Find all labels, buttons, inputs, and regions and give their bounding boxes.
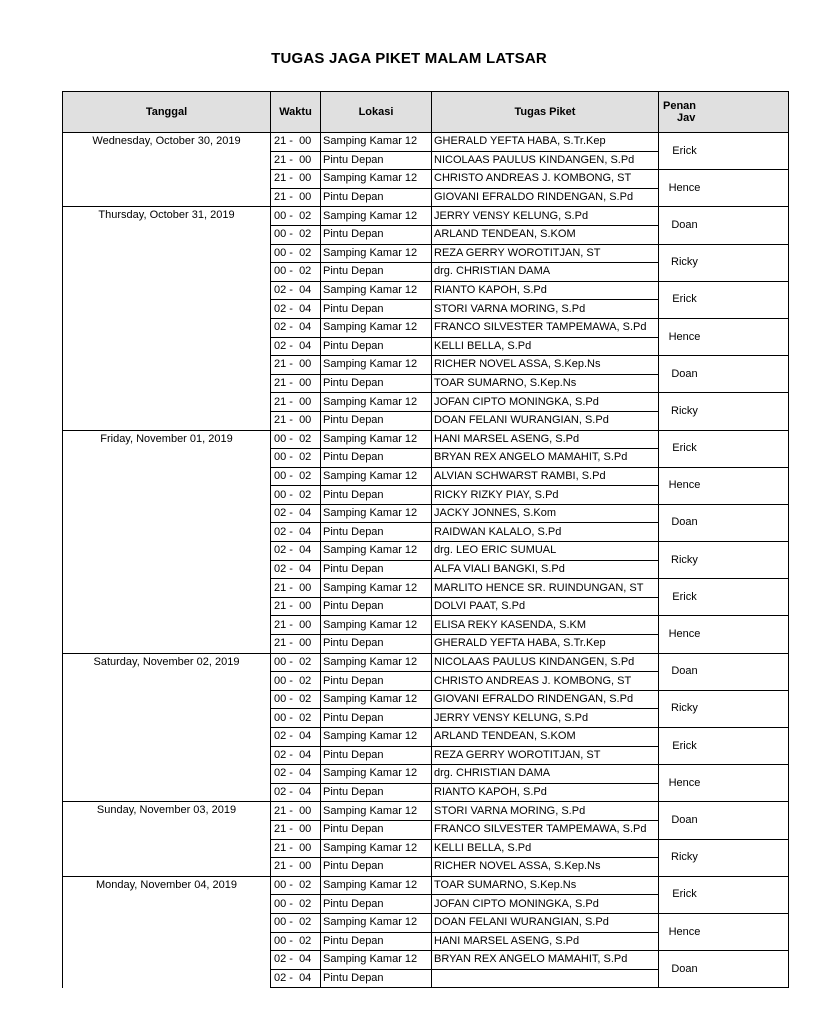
cell-tanggal bbox=[63, 523, 271, 542]
cell-waktu: 00 - 02 bbox=[271, 672, 321, 691]
pj-name: Erick bbox=[672, 590, 697, 603]
cell-tugas-piket: ELISA REKY KASENDA, S.KM bbox=[432, 616, 659, 635]
cell-penanggung-jawab bbox=[659, 765, 789, 802]
table-row bbox=[63, 318, 789, 337]
cell-tanggal bbox=[63, 820, 271, 839]
cell-lokasi: Pintu Depan bbox=[321, 858, 432, 877]
pj-name: Doan bbox=[671, 218, 698, 231]
cell-waktu: 02 - 04 bbox=[271, 746, 321, 765]
cell-tanggal bbox=[63, 170, 271, 189]
cell-tugas-piket: RICKY RIZKY PIAY, S.Pd bbox=[432, 486, 659, 505]
cell-tugas-piket: drg. CHRISTIAN DAMA bbox=[432, 765, 659, 784]
cell-tanggal bbox=[63, 783, 271, 802]
cell-waktu: 21 - 00 bbox=[271, 839, 321, 858]
cell-lokasi: Samping Kamar 12 bbox=[321, 913, 432, 932]
cell-waktu: 00 - 02 bbox=[271, 244, 321, 263]
cell-lokasi: Pintu Depan bbox=[321, 411, 432, 430]
table-row bbox=[63, 393, 789, 412]
header-tanggal: Tanggal bbox=[63, 92, 271, 133]
cell-waktu: 02 - 04 bbox=[271, 318, 321, 337]
cell-tugas-piket: RICHER NOVEL ASSA, S.Kep.Ns bbox=[432, 356, 659, 375]
pj-name: Ricky bbox=[671, 256, 698, 269]
pj-name: Ricky bbox=[671, 851, 698, 864]
cell-tanggal bbox=[63, 542, 271, 561]
cell-tugas-piket: NICOLAAS PAULUS KINDANGEN, S.Pd bbox=[432, 151, 659, 170]
cell-penanggung-jawab bbox=[659, 653, 789, 690]
cell-waktu: 02 - 04 bbox=[271, 951, 321, 970]
cell-waktu: 00 - 02 bbox=[271, 467, 321, 486]
cell-lokasi: Pintu Depan bbox=[321, 263, 432, 282]
cell-waktu: 21 - 00 bbox=[271, 188, 321, 207]
cell-waktu: 21 - 00 bbox=[271, 616, 321, 635]
page-title: TUGAS JAGA PIKET MALAM LATSAR bbox=[271, 50, 547, 67]
cell-tugas-piket: JERRY VENSY KELUNG, S.Pd bbox=[432, 709, 659, 728]
cell-penanggung-jawab bbox=[659, 244, 789, 281]
cell-waktu: 21 - 00 bbox=[271, 133, 321, 152]
cell-penanggung-jawab bbox=[659, 542, 789, 579]
cell-tanggal bbox=[63, 746, 271, 765]
table-row bbox=[63, 281, 789, 300]
header-waktu: Waktu bbox=[271, 92, 321, 133]
cell-penanggung-jawab bbox=[659, 839, 789, 876]
table-row bbox=[63, 542, 789, 561]
cell-penanggung-jawab bbox=[659, 133, 789, 170]
cell-waktu: 21 - 00 bbox=[271, 411, 321, 430]
cell-penanggung-jawab bbox=[659, 430, 789, 467]
table-row bbox=[63, 616, 789, 635]
table-row bbox=[63, 876, 789, 895]
cell-tanggal bbox=[63, 913, 271, 932]
table-row bbox=[63, 133, 789, 152]
cell-lokasi: Pintu Depan bbox=[321, 374, 432, 393]
cell-tugas-piket: TOAR SUMARNO, S.Kep.Ns bbox=[432, 876, 659, 895]
pj-name: Hence bbox=[668, 925, 701, 938]
cell-tanggal: Wednesday, October 30, 2019 bbox=[63, 133, 271, 152]
cell-waktu: 00 - 02 bbox=[271, 913, 321, 932]
cell-lokasi: Samping Kamar 12 bbox=[321, 281, 432, 300]
schedule-table bbox=[62, 91, 789, 988]
cell-penanggung-jawab bbox=[659, 876, 789, 913]
cell-tugas-piket: REZA GERRY WOROTITJAN, ST bbox=[432, 746, 659, 765]
cell-lokasi: Samping Kamar 12 bbox=[321, 802, 432, 821]
cell-tanggal: Saturday, November 02, 2019 bbox=[63, 653, 271, 672]
cell-tanggal bbox=[63, 932, 271, 951]
cell-lokasi: Pintu Depan bbox=[321, 486, 432, 505]
table-row bbox=[63, 839, 789, 858]
cell-tanggal bbox=[63, 411, 271, 430]
cell-tugas-piket: DOAN FELANI WURANGIAN, S.Pd bbox=[432, 913, 659, 932]
cell-waktu: 21 - 00 bbox=[271, 858, 321, 877]
cell-tugas-piket: GHERALD YEFTA HABA, S.Tr.Kep bbox=[432, 635, 659, 654]
pj-name: Doan bbox=[671, 367, 698, 380]
cell-tanggal bbox=[63, 263, 271, 282]
cell-tanggal bbox=[63, 374, 271, 393]
cell-tanggal bbox=[63, 449, 271, 468]
cell-lokasi: Pintu Depan bbox=[321, 895, 432, 914]
cell-waktu: 21 - 00 bbox=[271, 170, 321, 189]
table-row bbox=[63, 504, 789, 523]
table-row bbox=[63, 802, 789, 821]
cell-lokasi: Pintu Depan bbox=[321, 746, 432, 765]
cell-penanggung-jawab bbox=[659, 170, 789, 207]
cell-lokasi: Pintu Depan bbox=[321, 709, 432, 728]
cell-tanggal bbox=[63, 895, 271, 914]
cell-lokasi: Samping Kamar 12 bbox=[321, 467, 432, 486]
pj-name: Doan bbox=[671, 813, 698, 826]
cell-tanggal bbox=[63, 969, 271, 988]
cell-lokasi: Pintu Depan bbox=[321, 672, 432, 691]
cell-tugas-piket: DOAN FELANI WURANGIAN, S.Pd bbox=[432, 411, 659, 430]
cell-penanggung-jawab bbox=[659, 318, 789, 355]
cell-tugas-piket: RICHER NOVEL ASSA, S.Kep.Ns bbox=[432, 858, 659, 877]
cell-tanggal bbox=[63, 188, 271, 207]
table-row bbox=[63, 579, 789, 598]
pj-name: Hence bbox=[668, 628, 701, 641]
cell-penanggung-jawab bbox=[659, 504, 789, 541]
cell-tugas-piket: GIOVANI EFRALDO RINDENGAN, S.Pd bbox=[432, 188, 659, 207]
cell-penanggung-jawab bbox=[659, 579, 789, 616]
pj-name: Ricky bbox=[671, 553, 698, 566]
cell-lokasi: Samping Kamar 12 bbox=[321, 244, 432, 263]
cell-tanggal bbox=[63, 597, 271, 616]
header-penanggung-jawab bbox=[659, 92, 789, 133]
cell-tugas-piket: JACKY JONNES, S.Kom bbox=[432, 504, 659, 523]
cell-lokasi: Pintu Depan bbox=[321, 151, 432, 170]
cell-tanggal bbox=[63, 393, 271, 412]
table-row bbox=[63, 951, 789, 970]
cell-lokasi: Pintu Depan bbox=[321, 783, 432, 802]
cell-tugas-piket: BRYAN REX ANGELO MAMAHIT, S.Pd bbox=[432, 951, 659, 970]
cell-waktu: 21 - 00 bbox=[271, 374, 321, 393]
cell-tugas-piket: HANI MARSEL ASENG, S.Pd bbox=[432, 932, 659, 951]
cell-penanggung-jawab bbox=[659, 728, 789, 765]
cell-lokasi: Samping Kamar 12 bbox=[321, 653, 432, 672]
table-row bbox=[63, 467, 789, 486]
cell-lokasi: Samping Kamar 12 bbox=[321, 951, 432, 970]
cell-tugas-piket: RIANTO KAPOH, S.Pd bbox=[432, 281, 659, 300]
cell-tugas-piket: ARLAND TENDEAN, S.KOM bbox=[432, 728, 659, 747]
cell-tugas-piket: HANI MARSEL ASENG, S.Pd bbox=[432, 430, 659, 449]
cell-tugas-piket: FRANCO SILVESTER TAMPEMAWA, S.Pd bbox=[432, 820, 659, 839]
cell-waktu: 02 - 04 bbox=[271, 523, 321, 542]
cell-waktu: 21 - 00 bbox=[271, 356, 321, 375]
cell-tanggal bbox=[63, 765, 271, 784]
cell-lokasi: Pintu Depan bbox=[321, 597, 432, 616]
cell-tugas-piket: STORI VARNA MORING, S.Pd bbox=[432, 802, 659, 821]
cell-tugas-piket: drg. CHRISTIAN DAMA bbox=[432, 263, 659, 282]
cell-lokasi: Samping Kamar 12 bbox=[321, 133, 432, 152]
cell-waktu: 21 - 00 bbox=[271, 597, 321, 616]
cell-tugas-piket: JOFAN CIPTO MONINGKA, S.Pd bbox=[432, 393, 659, 412]
table-row bbox=[63, 244, 789, 263]
cell-lokasi: Pintu Depan bbox=[321, 820, 432, 839]
cell-tanggal bbox=[63, 337, 271, 356]
cell-penanggung-jawab bbox=[659, 467, 789, 504]
cell-penanggung-jawab bbox=[659, 393, 789, 430]
cell-waktu: 00 - 02 bbox=[271, 932, 321, 951]
pj-name: Doan bbox=[671, 962, 698, 975]
cell-tugas-piket: FRANCO SILVESTER TAMPEMAWA, S.Pd bbox=[432, 318, 659, 337]
cell-tugas-piket: KELLI BELLA, S.Pd bbox=[432, 839, 659, 858]
cell-waktu: 00 - 02 bbox=[271, 207, 321, 226]
pj-name: Hence bbox=[668, 479, 701, 492]
cell-waktu: 02 - 04 bbox=[271, 504, 321, 523]
cell-tanggal bbox=[63, 579, 271, 598]
header-tugas-piket: Tugas Piket bbox=[432, 92, 659, 133]
schedule-sheet bbox=[62, 91, 768, 985]
cell-lokasi: Samping Kamar 12 bbox=[321, 318, 432, 337]
cell-lokasi: Samping Kamar 12 bbox=[321, 504, 432, 523]
cell-waktu: 02 - 04 bbox=[271, 300, 321, 319]
cell-penanggung-jawab bbox=[659, 281, 789, 318]
cell-lokasi: Samping Kamar 12 bbox=[321, 616, 432, 635]
cell-waktu: 02 - 04 bbox=[271, 560, 321, 579]
cell-lokasi: Samping Kamar 12 bbox=[321, 839, 432, 858]
cell-lokasi: Pintu Depan bbox=[321, 969, 432, 988]
header-pj-line2: Jav bbox=[677, 112, 696, 124]
cell-lokasi: Samping Kamar 12 bbox=[321, 876, 432, 895]
cell-lokasi: Pintu Depan bbox=[321, 225, 432, 244]
schedule-body bbox=[63, 133, 789, 988]
cell-lokasi: Pintu Depan bbox=[321, 635, 432, 654]
cell-lokasi: Pintu Depan bbox=[321, 337, 432, 356]
cell-tanggal bbox=[63, 672, 271, 691]
cell-tugas-piket: BRYAN REX ANGELO MAMAHIT, S.Pd bbox=[432, 449, 659, 468]
cell-waktu: 21 - 00 bbox=[271, 635, 321, 654]
pj-name: Doan bbox=[671, 516, 698, 529]
cell-waktu: 00 - 02 bbox=[271, 876, 321, 895]
cell-waktu: 21 - 00 bbox=[271, 820, 321, 839]
cell-tanggal bbox=[63, 300, 271, 319]
table-row bbox=[63, 207, 789, 226]
cell-tanggal: Thursday, October 31, 2019 bbox=[63, 207, 271, 226]
cell-tugas-piket: STORI VARNA MORING, S.Pd bbox=[432, 300, 659, 319]
cell-waktu: 00 - 02 bbox=[271, 895, 321, 914]
cell-waktu: 00 - 02 bbox=[271, 449, 321, 468]
pj-name: Hence bbox=[668, 330, 701, 343]
cell-lokasi: Pintu Depan bbox=[321, 560, 432, 579]
cell-tanggal bbox=[63, 858, 271, 877]
cell-lokasi: Samping Kamar 12 bbox=[321, 430, 432, 449]
table-row bbox=[63, 170, 789, 189]
cell-lokasi: Samping Kamar 12 bbox=[321, 393, 432, 412]
pj-name: Erick bbox=[672, 442, 697, 455]
pj-name: Ricky bbox=[671, 404, 698, 417]
cell-lokasi: Pintu Depan bbox=[321, 932, 432, 951]
table-row bbox=[63, 765, 789, 784]
cell-lokasi: Samping Kamar 12 bbox=[321, 542, 432, 561]
cell-lokasi: Samping Kamar 12 bbox=[321, 170, 432, 189]
cell-tanggal bbox=[63, 318, 271, 337]
cell-waktu: 21 - 00 bbox=[271, 579, 321, 598]
cell-tugas-piket: RAIDWAN KALALO, S.Pd bbox=[432, 523, 659, 542]
pj-name: Hence bbox=[668, 181, 701, 194]
cell-tanggal bbox=[63, 225, 271, 244]
cell-tugas-piket: GIOVANI EFRALDO RINDENGAN, S.Pd bbox=[432, 690, 659, 709]
cell-waktu: 21 - 00 bbox=[271, 393, 321, 412]
pj-name: Erick bbox=[672, 293, 697, 306]
cell-tanggal bbox=[63, 728, 271, 747]
cell-penanggung-jawab bbox=[659, 690, 789, 727]
cell-waktu: 00 - 02 bbox=[271, 263, 321, 282]
cell-lokasi: Samping Kamar 12 bbox=[321, 690, 432, 709]
cell-tugas-piket: JOFAN CIPTO MONINGKA, S.Pd bbox=[432, 895, 659, 914]
cell-waktu: 02 - 04 bbox=[271, 783, 321, 802]
cell-tugas-piket bbox=[432, 969, 659, 988]
cell-tanggal bbox=[63, 690, 271, 709]
cell-tugas-piket: TOAR SUMARNO, S.Kep.Ns bbox=[432, 374, 659, 393]
cell-tugas-piket: REZA GERRY WOROTITJAN, ST bbox=[432, 244, 659, 263]
pj-name: Doan bbox=[671, 665, 698, 678]
cell-lokasi: Pintu Depan bbox=[321, 523, 432, 542]
cell-tanggal: Sunday, November 03, 2019 bbox=[63, 802, 271, 821]
cell-tugas-piket: RIANTO KAPOH, S.Pd bbox=[432, 783, 659, 802]
cell-waktu: 02 - 04 bbox=[271, 542, 321, 561]
cell-tanggal bbox=[63, 635, 271, 654]
cell-waktu: 21 - 00 bbox=[271, 151, 321, 170]
pj-name: Erick bbox=[672, 739, 697, 752]
pj-name: Erick bbox=[672, 888, 697, 901]
cell-tugas-piket: CHRISTO ANDREAS J. KOMBONG, ST bbox=[432, 170, 659, 189]
cell-tanggal bbox=[63, 467, 271, 486]
cell-waktu: 00 - 02 bbox=[271, 225, 321, 244]
table-row bbox=[63, 653, 789, 672]
cell-tanggal bbox=[63, 504, 271, 523]
cell-tanggal bbox=[63, 839, 271, 858]
cell-tugas-piket: drg. LEO ERIC SUMUAL bbox=[432, 542, 659, 561]
cell-waktu: 00 - 02 bbox=[271, 486, 321, 505]
cell-tanggal bbox=[63, 709, 271, 728]
cell-tanggal: Monday, November 04, 2019 bbox=[63, 876, 271, 895]
cell-tanggal bbox=[63, 281, 271, 300]
cell-tugas-piket: MARLITO HENCE SR. RUINDUNGAN, ST bbox=[432, 579, 659, 598]
cell-waktu: 00 - 02 bbox=[271, 430, 321, 449]
table-row bbox=[63, 728, 789, 747]
cell-waktu: 02 - 04 bbox=[271, 728, 321, 747]
cell-penanggung-jawab bbox=[659, 356, 789, 393]
cell-lokasi: Pintu Depan bbox=[321, 188, 432, 207]
cell-tanggal bbox=[63, 560, 271, 579]
cell-tanggal: Friday, November 01, 2019 bbox=[63, 430, 271, 449]
cell-penanggung-jawab bbox=[659, 802, 789, 839]
table-row bbox=[63, 913, 789, 932]
table-row bbox=[63, 430, 789, 449]
cell-lokasi: Pintu Depan bbox=[321, 300, 432, 319]
cell-tugas-piket: ARLAND TENDEAN, S.KOM bbox=[432, 225, 659, 244]
cell-tugas-piket: NICOLAAS PAULUS KINDANGEN, S.Pd bbox=[432, 653, 659, 672]
cell-penanggung-jawab bbox=[659, 913, 789, 950]
cell-penanggung-jawab bbox=[659, 616, 789, 653]
cell-tugas-piket: KELLI BELLA, S.Pd bbox=[432, 337, 659, 356]
cell-lokasi: Samping Kamar 12 bbox=[321, 579, 432, 598]
cell-waktu: 02 - 04 bbox=[271, 765, 321, 784]
cell-tanggal bbox=[63, 951, 271, 970]
cell-lokasi: Samping Kamar 12 bbox=[321, 728, 432, 747]
cell-tugas-piket: CHRISTO ANDREAS J. KOMBONG, ST bbox=[432, 672, 659, 691]
cell-lokasi: Samping Kamar 12 bbox=[321, 765, 432, 784]
cell-penanggung-jawab bbox=[659, 951, 789, 988]
cell-waktu: 02 - 04 bbox=[271, 969, 321, 988]
cell-waktu: 00 - 02 bbox=[271, 709, 321, 728]
cell-lokasi: Samping Kamar 12 bbox=[321, 356, 432, 375]
table-row bbox=[63, 356, 789, 375]
pj-name: Ricky bbox=[671, 702, 698, 715]
cell-waktu: 02 - 04 bbox=[271, 337, 321, 356]
header-lokasi: Lokasi bbox=[321, 92, 432, 133]
cell-tanggal bbox=[63, 486, 271, 505]
cell-tanggal bbox=[63, 151, 271, 170]
cell-waktu: 02 - 04 bbox=[271, 281, 321, 300]
cell-tanggal bbox=[63, 356, 271, 375]
cell-waktu: 21 - 00 bbox=[271, 802, 321, 821]
pj-name: Erick bbox=[672, 144, 697, 157]
cell-tugas-piket: ALVIAN SCHWARST RAMBI, S.Pd bbox=[432, 467, 659, 486]
pj-name: Hence bbox=[668, 776, 701, 789]
cell-tugas-piket: GHERALD YEFTA HABA, S.Tr.Kep bbox=[432, 133, 659, 152]
cell-tugas-piket: DOLVI PAAT, S.Pd bbox=[432, 597, 659, 616]
cell-waktu: 00 - 02 bbox=[271, 690, 321, 709]
cell-tugas-piket: ALFA VIALI BANGKI, S.Pd bbox=[432, 560, 659, 579]
table-header-row bbox=[63, 92, 789, 133]
cell-lokasi: Pintu Depan bbox=[321, 449, 432, 468]
cell-lokasi: Samping Kamar 12 bbox=[321, 207, 432, 226]
cell-waktu: 00 - 02 bbox=[271, 653, 321, 672]
cell-penanggung-jawab bbox=[659, 207, 789, 244]
cell-tanggal bbox=[63, 616, 271, 635]
header-pj-line1: Penan bbox=[663, 100, 697, 112]
table-row bbox=[63, 690, 789, 709]
cell-tanggal bbox=[63, 244, 271, 263]
cell-tugas-piket: JERRY VENSY KELUNG, S.Pd bbox=[432, 207, 659, 226]
